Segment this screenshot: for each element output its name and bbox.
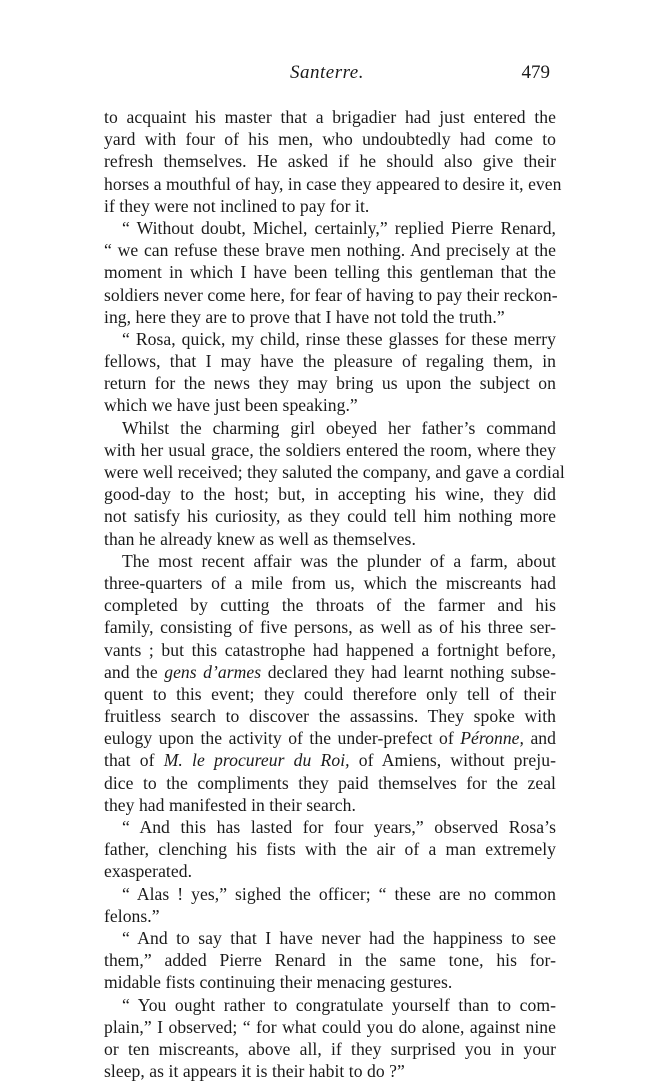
text-line [104,794,556,816]
text-line [104,616,556,638]
text-line [104,394,556,416]
text-segment: horses a mouthful of hay, in case they appeared to desire it, even [104,173,562,194]
text-segment: fellows, that I may have the pleasure of regaling them, in [104,351,556,372]
text-segment: dice to the compliments they paid themselves for the zeal [104,772,556,793]
text-line [104,905,556,927]
text-segment: they had manifested in their search. [104,794,356,815]
italic-text: Péronne, [460,728,524,749]
text-segment: and the [104,661,165,682]
text-segment: ing, here they are to prove that I have not told the truth.” [104,306,505,327]
text-line [104,1016,556,1038]
text-line [104,505,556,527]
text-line [104,173,562,195]
text-line [104,1038,556,1060]
text-segment: not satisfy his curiosity, as they could tell him nothing more [104,506,556,527]
text-segment: father, clenching his fists with the air of a man extremely [104,839,556,860]
text-segment: quent to this event; they could therefore only tell of their [104,683,556,704]
text-segment: “ And this has lasted for four years,” observed Rosa’s [122,817,556,837]
text-segment: family, consisting of five persons, as well as of his three ser- [104,617,556,638]
text-segment: with her usual grace, the soldiers entered the room, where they [104,439,556,460]
text-segment: soldiers never come here, for fear of having to pay their reckon- [104,284,558,305]
text-segment: eulogy upon the activity of the under-prefect of [104,728,461,749]
text-segment: and [523,728,556,749]
text-segment: that of [104,750,164,771]
text-line [104,128,556,150]
text-line [104,705,556,727]
text-segment: declared they had learnt nothing subse- [261,661,556,682]
text-line [104,572,556,594]
page-number: 479 [521,62,550,83]
text-line [104,417,556,439]
text-line [104,306,556,328]
text-line [104,772,556,794]
text-segment: “ Alas ! yes,” sighed the officer; “ these are no common [122,883,556,904]
text-segment: completed by cutting the throats of the farmer and his [104,595,556,616]
body-text [104,106,565,1082]
text-line [104,439,556,461]
text-segment: “ And to say that I have never had the happiness to see [122,927,556,948]
text-line [104,461,565,483]
text-segment: if they were not inclined to pay for it. [104,195,370,216]
text-line [104,372,556,394]
text-segment: Whilst the charming girl obeyed her father’s command [122,417,556,438]
text-line [104,195,556,217]
text-segment: than he already knew as well as themselves. [104,528,416,549]
text-line [104,528,556,550]
text-line [104,550,556,572]
text-line [104,883,556,905]
text-segment: of Amiens, without preju- [349,750,556,771]
text-segment: fruitless search to discover the assassins. They spoke with [104,706,556,727]
text-segment: The most recent affair was the plunder of a farm, about [122,550,556,571]
text-segment: “ Without doubt, Michel, certainly,” replied Pierre Renard, [122,217,556,238]
text-line [104,727,556,749]
text-line [104,150,556,172]
text-line [104,328,556,350]
text-segment: refresh themselves. He asked if he should also give their [104,151,556,172]
text-line [104,661,556,683]
text-line [104,927,556,949]
text-segment: “ we can refuse these brave men nothing. And precisely at the [104,240,556,261]
text-line [104,1060,556,1082]
text-segment: midable fists continuing their menacing gestures. [104,972,453,993]
text-segment: plain,” I observed; “ for what could you do alone, against nine [104,1016,556,1037]
text-line [104,106,556,128]
text-segment: were well received; they saluted the company, and gave a cordial [104,462,565,482]
text-segment: them,” added Pierre Renard in the same tone, his for- [104,950,556,971]
text-line [104,483,556,505]
text-segment: moment in which I have been telling this gentleman that the [104,262,556,283]
text-segment: good-day to the host; but, in accepting his wine, they did [104,484,556,505]
text-line [104,239,556,261]
text-segment: felons.” [104,905,160,926]
text-line [104,860,556,882]
text-line [104,683,556,705]
text-line [104,749,556,771]
text-line [104,261,556,283]
text-segment: yard with four of his men, who undoubtedly had come to [104,129,556,150]
text-segment: “ You ought rather to congratulate yourself than to com- [122,994,556,1015]
italic-text: M. le procureur du Roi, [163,750,350,771]
text-segment: exasperated. [104,861,193,882]
text-line [104,594,556,616]
text-segment: or ten miscreants, above all, if they surprised you in your [104,1038,556,1059]
running-title: Santerre. [290,62,364,83]
text-segment: three-quarters of a mile from us, which the miscreants had [104,572,556,593]
text-segment: sleep, as it appears it is their habit to do ?” [104,1061,405,1082]
running-head [104,62,550,90]
text-segment: “ Rosa, quick, my child, rinse these glasses for these merry [122,328,556,349]
text-line [104,217,556,239]
text-segment: which we have just been speaking.” [104,395,358,416]
text-segment: vants ; but this catastrophe had happened a fortnight before, [104,639,556,660]
text-line [104,994,556,1016]
text-line [104,284,556,306]
text-line [104,639,556,661]
text-line [104,350,556,372]
italic-text: gens d’armes [164,661,262,682]
text-segment: to acquaint his master that a brigadier had just entered the [104,107,556,127]
text-segment: return for the news they may bring us upon the subject on [104,373,556,394]
text-line [104,838,556,860]
text-line [104,971,556,993]
text-line [104,949,556,971]
text-line [104,816,556,838]
